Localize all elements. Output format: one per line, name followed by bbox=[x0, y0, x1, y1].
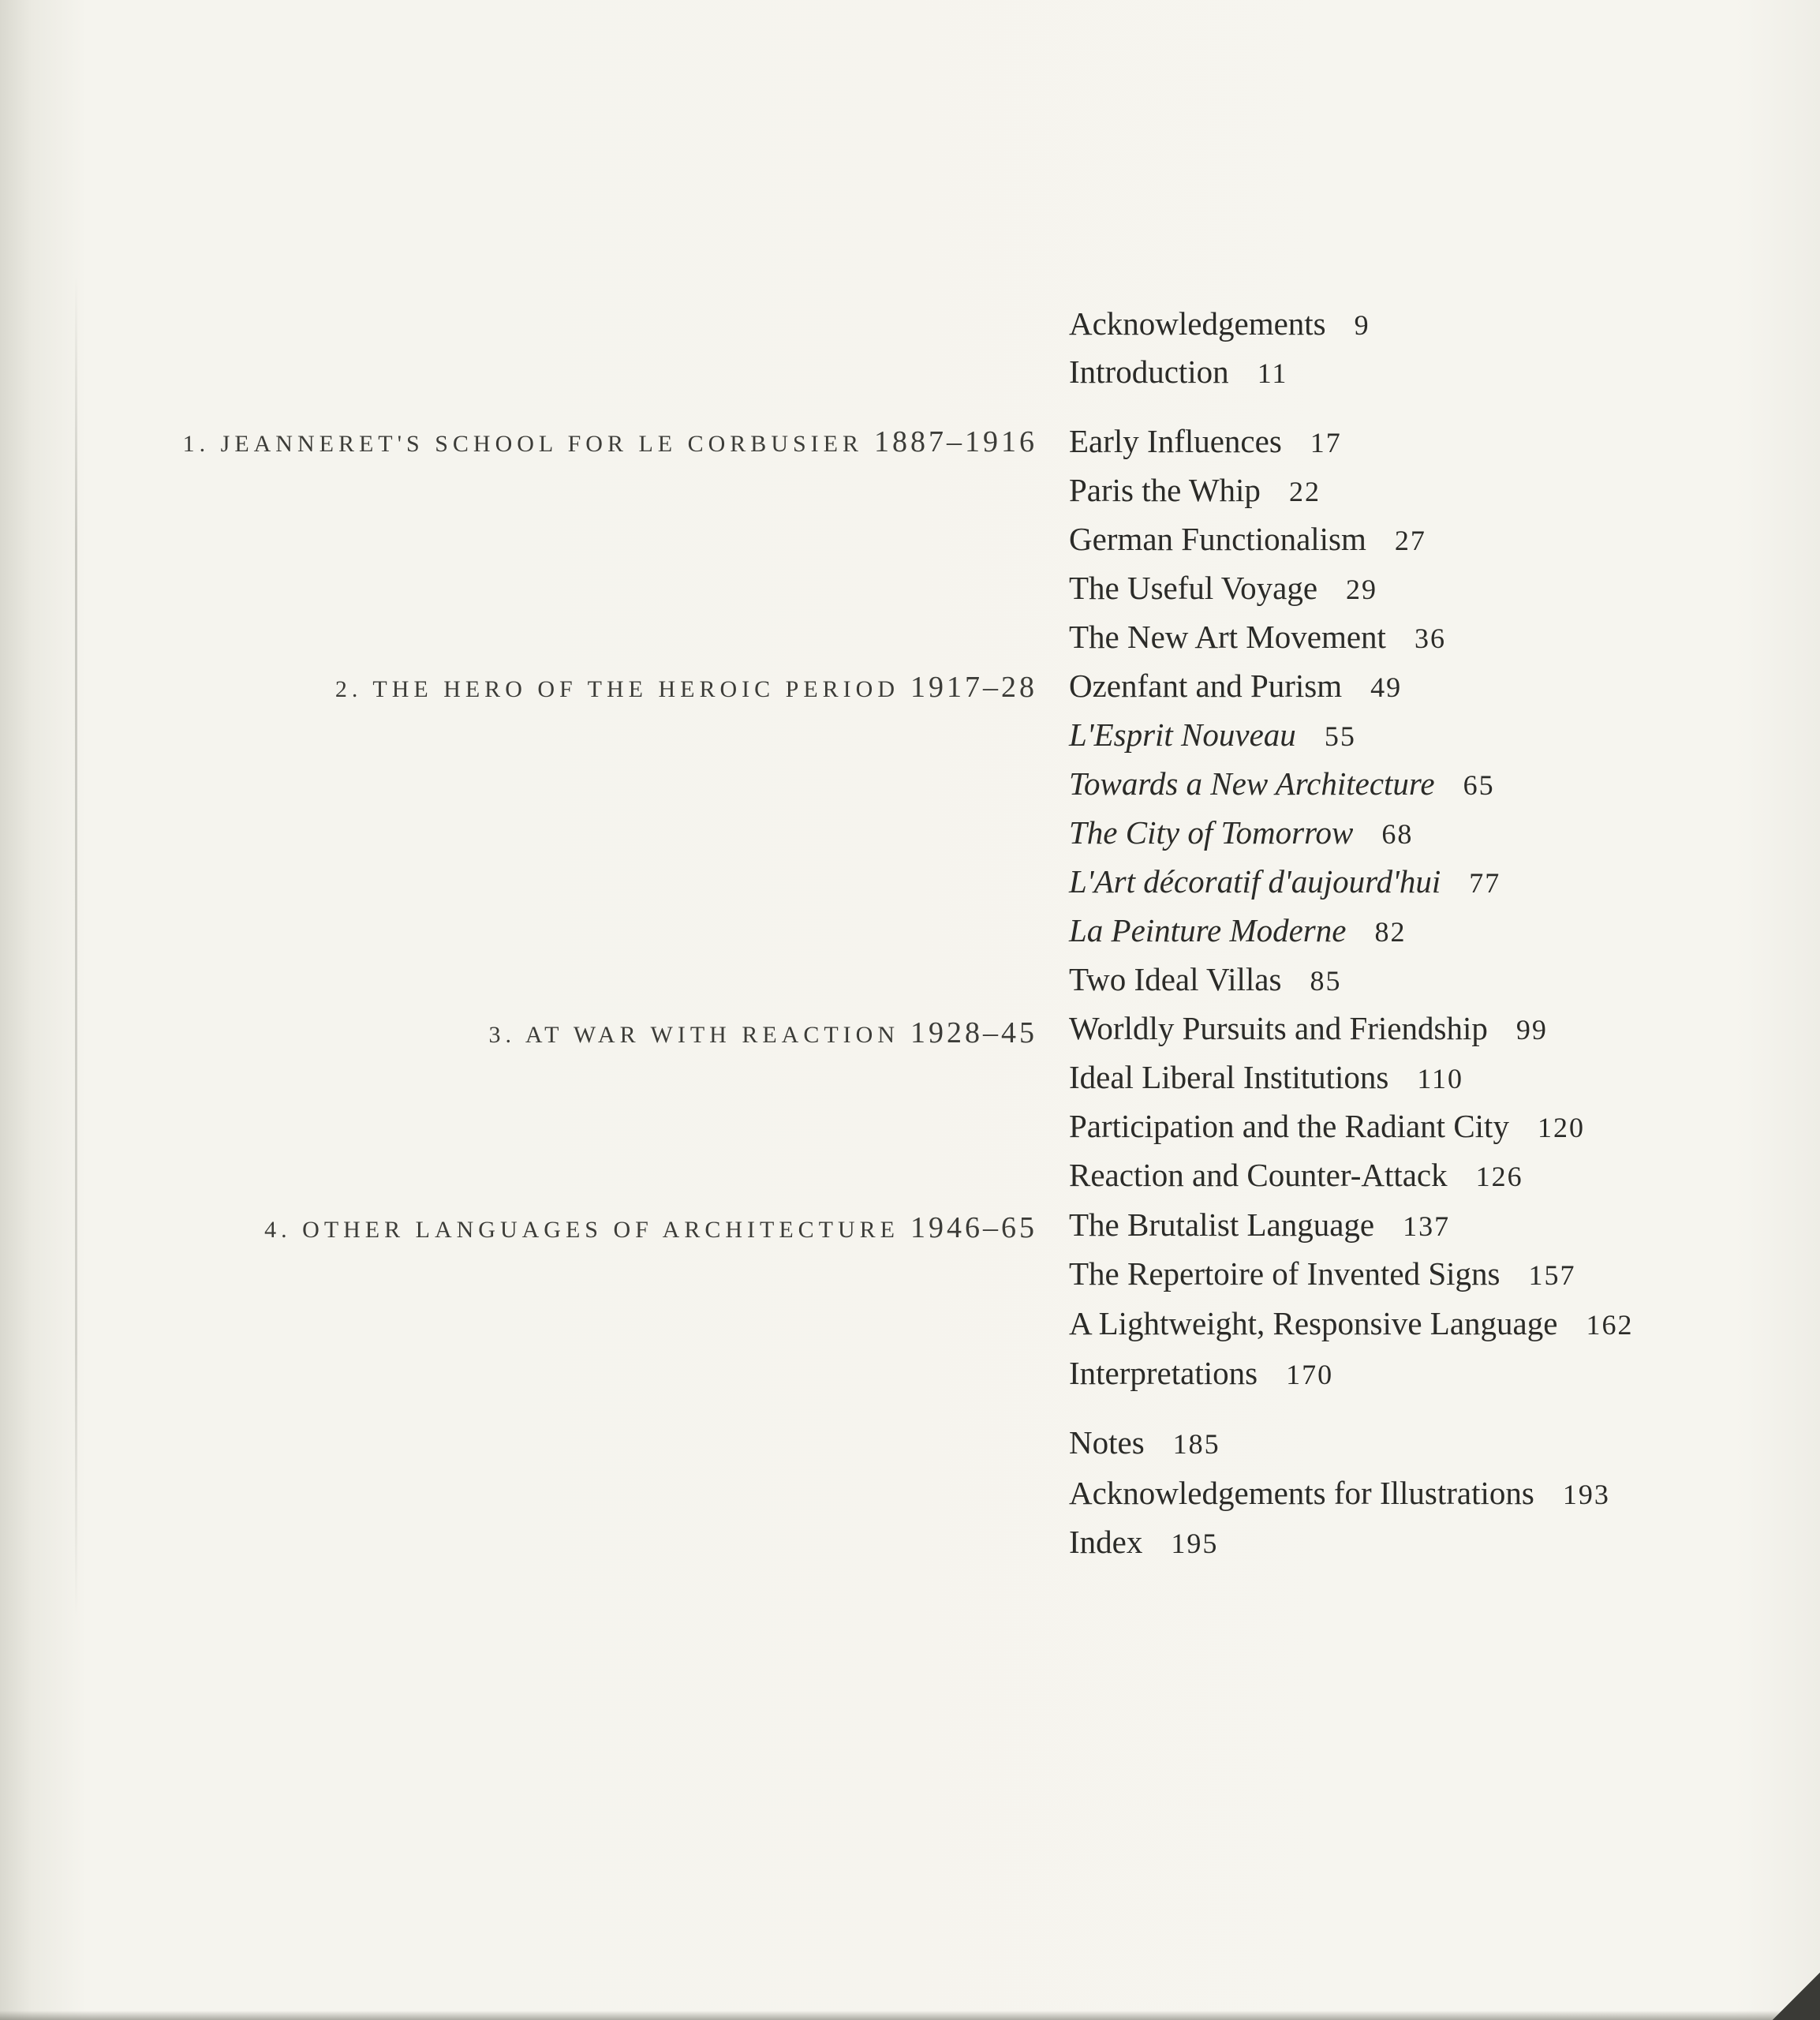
toc-entry-title: Participation and the Radiant City bbox=[1069, 1108, 1509, 1144]
toc-entry-page: 65 bbox=[1463, 769, 1495, 801]
page-bottom-edge bbox=[0, 2011, 1820, 2020]
toc-entry-page: 162 bbox=[1586, 1309, 1634, 1341]
toc-entry-chapter[interactable] bbox=[1069, 960, 1341, 1001]
toc-entry-chapter[interactable] bbox=[1069, 1106, 1585, 1147]
toc-entry-page: 137 bbox=[1403, 1210, 1451, 1242]
part-dates: 1917–28 bbox=[910, 671, 1037, 704]
toc-entry-chapter[interactable] bbox=[1069, 519, 1426, 560]
toc-entry-page: 85 bbox=[1310, 965, 1342, 997]
toc-entry-chapter[interactable] bbox=[1069, 1353, 1333, 1394]
toc-entry-page: 36 bbox=[1414, 623, 1446, 654]
toc-entry-page: 195 bbox=[1171, 1528, 1219, 1559]
toc-entry-title: La Peinture Moderne bbox=[1069, 912, 1347, 948]
toc-entry-chapter[interactable] bbox=[1069, 666, 1402, 707]
toc-entry-page: 99 bbox=[1515, 1014, 1548, 1046]
toc-entry-page: 193 bbox=[1562, 1479, 1610, 1510]
toc-entry-page: 185 bbox=[1172, 1428, 1220, 1460]
toc-entry-chapter[interactable] bbox=[1069, 1008, 1548, 1049]
toc-entry-page: 110 bbox=[1417, 1063, 1464, 1094]
toc-entry-title: Towards a New Architecture bbox=[1069, 765, 1435, 802]
toc-entry-page: 27 bbox=[1394, 525, 1426, 556]
toc-entry-title: Acknowledgements bbox=[1069, 305, 1326, 342]
toc-entry-illustration-credits[interactable] bbox=[1069, 1473, 1610, 1514]
part-dates: 1887–1916 bbox=[874, 425, 1037, 458]
toc-entry-chapter[interactable] bbox=[1069, 813, 1413, 854]
toc-entry-page: 126 bbox=[1475, 1161, 1523, 1192]
toc-entry-title: Two Ideal Villas bbox=[1069, 961, 1282, 997]
toc-entry-chapter[interactable] bbox=[1069, 715, 1356, 756]
toc-entry-page: 49 bbox=[1370, 671, 1403, 703]
toc-entry-page: 17 bbox=[1310, 427, 1342, 458]
toc-entry-notes[interactable] bbox=[1069, 1423, 1220, 1464]
toc-entry-title: The Repertoire of Invented Signs bbox=[1069, 1255, 1500, 1292]
part-label: 3. AT WAR WITH REACTION bbox=[488, 1022, 899, 1048]
part-label: 1. JEANNERET'S SCHOOL FOR LE CORBUSIER bbox=[182, 431, 863, 457]
part-dates: 1946–65 bbox=[910, 1211, 1037, 1244]
part-label: 2. THE HERO OF THE HEROIC PERIOD bbox=[334, 676, 899, 702]
binding-gutter bbox=[75, 276, 77, 1618]
part-heading-3 bbox=[489, 1017, 1038, 1051]
toc-entry-chapter[interactable] bbox=[1069, 862, 1500, 903]
toc-entry-title: Reaction and Counter-Attack bbox=[1069, 1157, 1448, 1193]
toc-entry-chapter[interactable] bbox=[1069, 1205, 1450, 1246]
part-heading-4 bbox=[264, 1212, 1037, 1246]
toc-entry-chapter[interactable] bbox=[1069, 421, 1342, 462]
toc-entry-title: Notes bbox=[1069, 1424, 1145, 1461]
toc-entry-title: The New Art Movement bbox=[1069, 619, 1386, 655]
toc-entry-title: A Lightweight, Responsive Language bbox=[1069, 1305, 1558, 1341]
toc-entry-introduction[interactable] bbox=[1069, 352, 1287, 393]
toc-entry-chapter[interactable] bbox=[1069, 1057, 1463, 1098]
toc-entry-title: Ozenfant and Purism bbox=[1069, 668, 1343, 704]
toc-entry-page: 68 bbox=[1381, 818, 1414, 850]
toc-entry-chapter[interactable] bbox=[1069, 1155, 1523, 1196]
page-corner bbox=[1773, 1973, 1820, 2020]
toc-entry-title: Index bbox=[1069, 1524, 1143, 1560]
toc-entry-acknowledgements[interactable] bbox=[1069, 304, 1370, 345]
toc-entry-page: 77 bbox=[1469, 867, 1501, 899]
toc-entry-page: 29 bbox=[1346, 574, 1378, 605]
toc-entry-chapter[interactable] bbox=[1069, 470, 1321, 511]
toc-entry-title: Acknowledgements for Illustrations bbox=[1069, 1475, 1534, 1511]
toc-entry-title: The City of Tomorrow bbox=[1069, 814, 1354, 851]
toc-entry-title: Worldly Pursuits and Friendship bbox=[1069, 1010, 1488, 1046]
toc-entry-chapter[interactable] bbox=[1069, 764, 1495, 805]
toc-entry-page: 9 bbox=[1354, 309, 1370, 341]
toc-entry-chapter[interactable] bbox=[1069, 1254, 1576, 1295]
toc-entry-title: L'Esprit Nouveau bbox=[1069, 716, 1296, 753]
toc-entry-title: Early Influences bbox=[1069, 423, 1282, 459]
toc-entry-title: Interpretations bbox=[1069, 1355, 1258, 1391]
toc-entry-page: 11 bbox=[1257, 357, 1288, 389]
toc-entry-chapter[interactable] bbox=[1069, 617, 1446, 658]
part-label: 4. OTHER LANGUAGES OF ARCHITECTURE bbox=[264, 1217, 899, 1243]
toc-entry-chapter[interactable] bbox=[1069, 568, 1377, 609]
part-dates: 1928–45 bbox=[910, 1016, 1037, 1049]
toc-entry-page: 170 bbox=[1286, 1359, 1334, 1390]
toc-entry-title: L'Art décoratif d'aujourd'hui bbox=[1069, 863, 1441, 900]
toc-entry-index[interactable] bbox=[1069, 1522, 1218, 1563]
toc-entry-page: 82 bbox=[1374, 916, 1407, 948]
toc-entry-chapter[interactable] bbox=[1069, 1304, 1633, 1345]
toc-entry-page: 157 bbox=[1528, 1259, 1576, 1291]
toc-entry-title: German Functionalism bbox=[1069, 521, 1366, 557]
toc-entry-title: Introduction bbox=[1069, 354, 1229, 390]
toc-entry-title: The Brutalist Language bbox=[1069, 1206, 1375, 1243]
toc-entry-title: Ideal Liberal Institutions bbox=[1069, 1059, 1389, 1095]
toc-entry-title: The Useful Voyage bbox=[1069, 570, 1318, 606]
toc-entry-page: 55 bbox=[1324, 720, 1356, 752]
toc-entry-page: 120 bbox=[1537, 1112, 1585, 1143]
toc-entry-title: Paris the Whip bbox=[1069, 472, 1261, 508]
part-heading-1 bbox=[183, 426, 1037, 460]
toc-entry-chapter[interactable] bbox=[1069, 911, 1406, 952]
toc-entry-page: 22 bbox=[1288, 476, 1321, 507]
part-heading-2 bbox=[335, 671, 1037, 705]
